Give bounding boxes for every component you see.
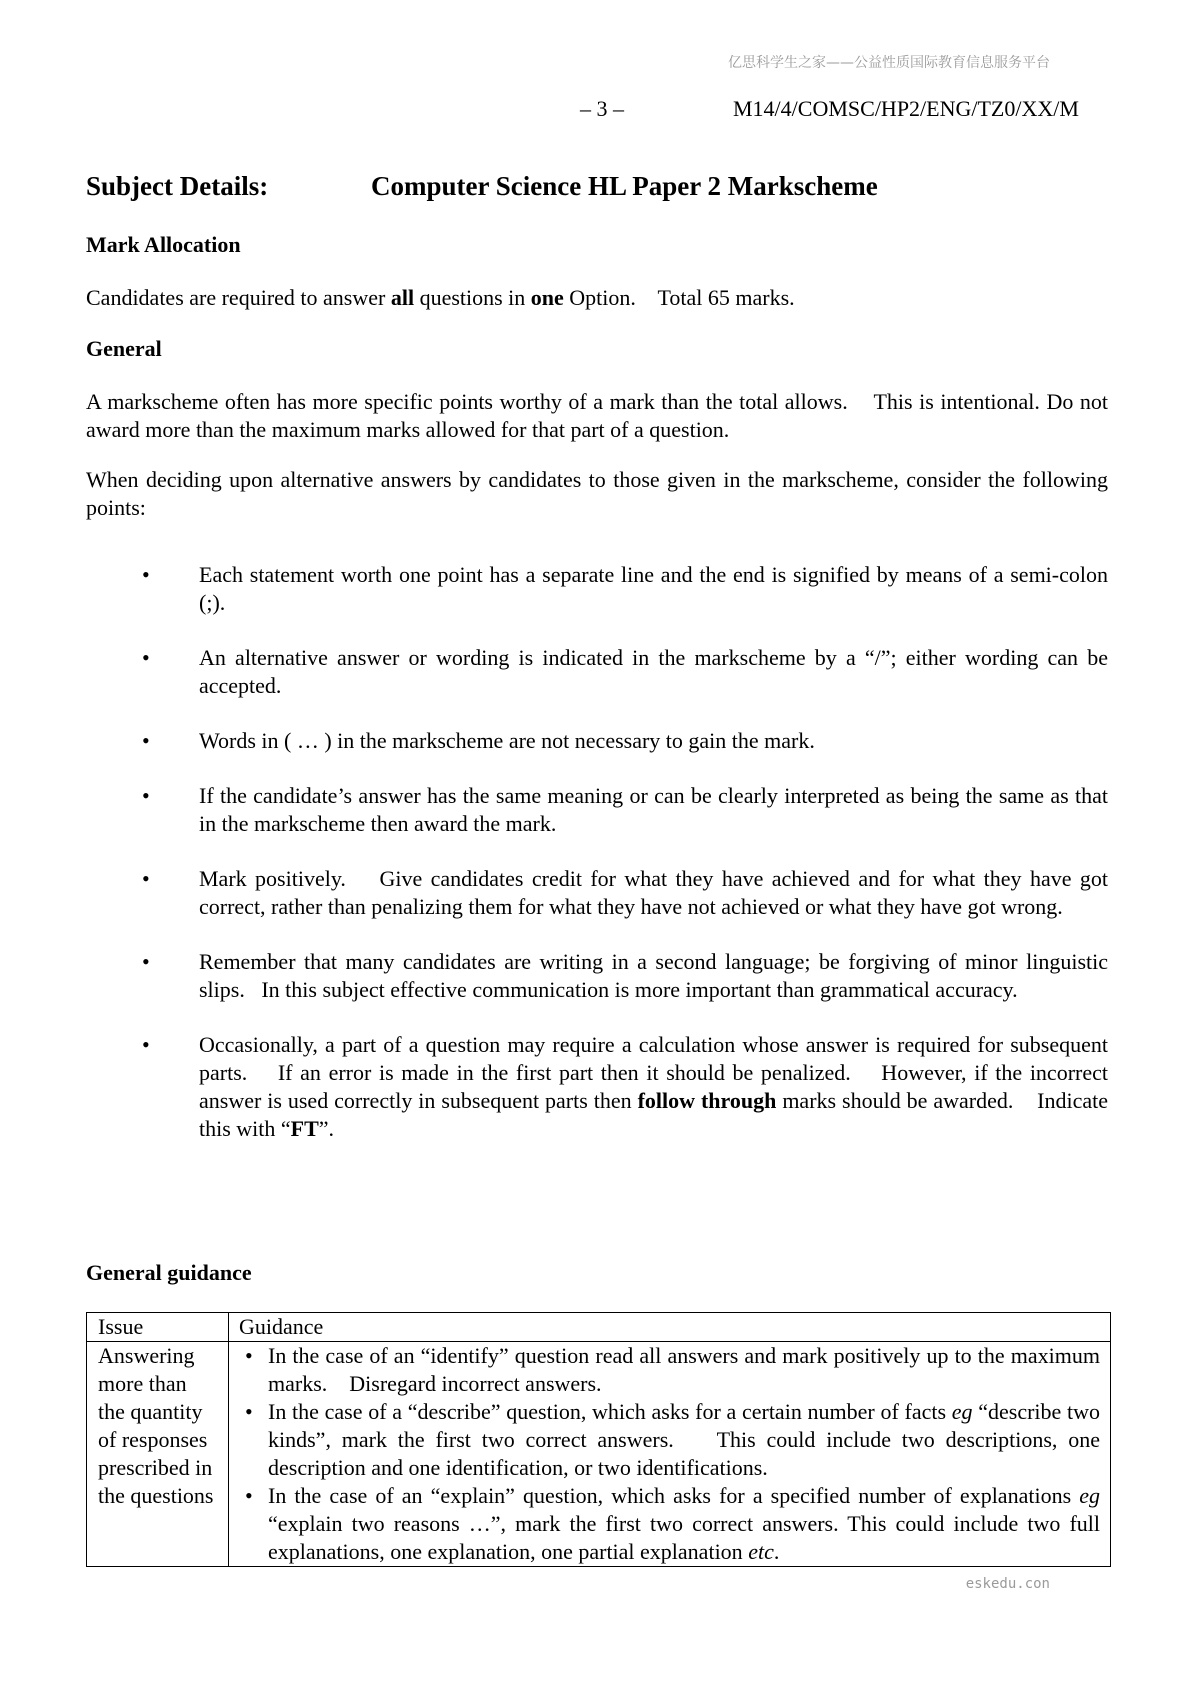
list-item: • If the candidate’s answer has the same meaning or can be clearly interpreted as being the same as that in the markscheme then award the mark. (142, 783, 1108, 836)
page-number: – 3 – (580, 96, 624, 121)
bullet-icon: • (142, 949, 150, 974)
issue-cell: Answering more than the quantity of responses prescribed in the questions (87, 1342, 229, 1567)
document-code: M14/4/COMSC/HP2/ENG/TZ0/XX/M (733, 96, 1079, 121)
guidance-item: • In the case of an “explain” question, which asks for a specified number of explanations eg “explain two reasons …”, mark the first two correct answers. This could include two full explanations, one explanation, one partial explanation etc. (245, 1483, 1100, 1564)
guidance-table (86, 1312, 1111, 1567)
list-item: • Occasionally, a part of a question may require a calculation whose answer is required for subsequent parts. If an error is made in the first part then it should be penalized. However, if the incorrect answer is used correctly in subsequent parts then follow through marks should be awarded. Indicate this with “FT”. (142, 1032, 1114, 1141)
column-header-issue: Issue (87, 1313, 229, 1342)
subject-label: Subject Details: (86, 171, 269, 201)
bullet-icon: • (142, 728, 150, 753)
guidance-cell (229, 1342, 1111, 1567)
bullet-icon: • (142, 866, 150, 891)
list-item: • Each statement worth one point has a separate line and the end is signified by means of a semi-colon (;). (142, 562, 1108, 615)
list-item: • An alternative answer or wording is indicated in the markscheme by a “/”; either wording can be accepted. (142, 645, 1108, 698)
table-row (87, 1342, 1111, 1567)
guidance-item: • In the case of a “describe” question, which asks for a certain number of facts eg “describe two kinds”, mark the first two correct answers. This could include two descriptions, one description and one identification, or two identifications. (245, 1399, 1106, 1480)
general-guidance-heading: General guidance (86, 1260, 252, 1285)
guidance-item: • In the case of an “identify” question read all answers and mark positively up to the maximum marks. Disregard incorrect answers. (245, 1343, 1106, 1396)
bullet-icon: • (245, 1343, 253, 1368)
bottom-watermark: eskedu.con (965, 1576, 1050, 1592)
bullet-icon: • (142, 645, 150, 670)
bullet-icon: • (142, 562, 150, 587)
mark-allocation-text: Candidates are required to answer all questions in one Option. Total 65 marks. (86, 285, 795, 310)
bullet-icon: • (245, 1399, 253, 1424)
list-item: • Words in ( … ) in the markscheme are not necessary to gain the mark. (142, 728, 815, 753)
top-watermark: 亿思科学生之家——公益性质国际教育信息服务平台 (728, 55, 1050, 71)
bullet-icon: • (142, 1032, 150, 1057)
general-paragraph-1: A markscheme often has more specific points worthy of a mark than the total allows. This is intentional. Do not award more than the maximum marks allowed for that part of a question. (86, 389, 1114, 442)
subject-title: Computer Science HL Paper 2 Markscheme (371, 171, 878, 201)
list-item: • Remember that many candidates are writing in a second language; be forgiving of minor linguistic slips. In this subject effective communication is more important than grammatical accuracy. (142, 949, 1114, 1002)
bullet-icon: • (245, 1483, 253, 1508)
bullet-icon: • (142, 783, 150, 808)
column-header-guidance: Guidance (229, 1313, 1111, 1342)
table-header-row (87, 1313, 1111, 1342)
mark-allocation-heading: Mark Allocation (86, 232, 241, 257)
general-paragraph-2: When deciding upon alternative answers by candidates to those given in the markscheme, consider the following points: (86, 467, 1108, 520)
general-heading: General (86, 336, 162, 361)
list-item: • Mark positively. Give candidates credit for what they have achieved and for what they have got correct, rather than penalizing them for what they have not achieved or what they have got wrong. (142, 866, 1114, 919)
markscheme-points-list (86, 561, 1114, 1170)
